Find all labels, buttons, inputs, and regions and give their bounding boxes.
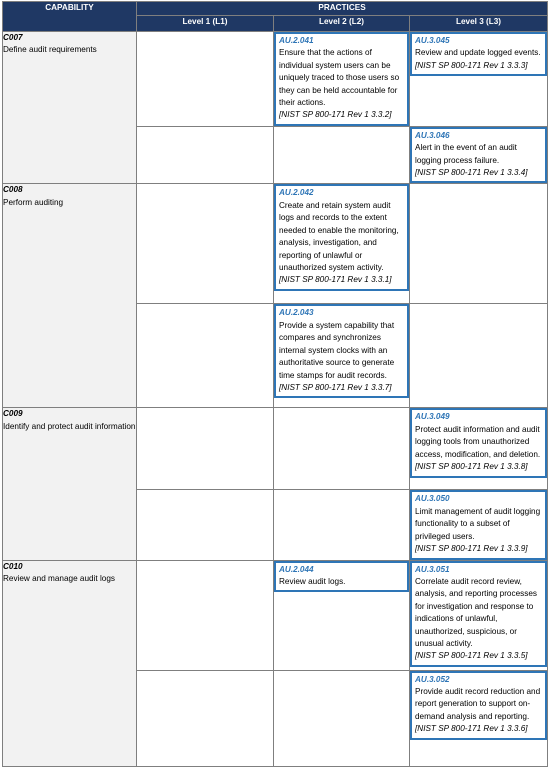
capability-name: Define audit requirements xyxy=(3,45,97,55)
level2-empty-cell xyxy=(274,126,410,184)
level3-practice-cell xyxy=(410,408,548,490)
level3-practice-cell xyxy=(410,560,548,670)
practice-box xyxy=(410,127,547,184)
practice-text: Review and update logged events. xyxy=(415,48,541,58)
practice-box xyxy=(274,561,409,593)
practice-id: AU.2.043 xyxy=(279,308,314,318)
capability-cell-c007 xyxy=(3,32,137,184)
capability-cell-c009 xyxy=(3,408,137,560)
level1-empty-cell xyxy=(137,32,274,127)
capability-id: C007 xyxy=(3,33,23,42)
practice-box xyxy=(274,184,409,290)
level2-practice-cell xyxy=(274,184,410,304)
capability-name: Perform auditing xyxy=(3,197,64,207)
practice-id: AU.3.051 xyxy=(415,564,450,574)
capability-name: Identify and protect audit information xyxy=(3,421,136,431)
practice-text: Protect audit information and audit logging tools from unauthorized access, modification, and deletion. xyxy=(415,424,541,459)
level2-header: Level 2 (L2) xyxy=(274,16,410,32)
level2-practice-cell xyxy=(274,304,410,408)
practice-box xyxy=(410,408,547,477)
capability-header: CAPABILITY xyxy=(3,2,137,32)
level3-practice-cell xyxy=(410,490,548,560)
practice-id: AU.3.049 xyxy=(415,412,450,422)
practice-reference: [NIST SP 800-171 Rev 1 3.3.5] xyxy=(415,651,528,661)
practice-reference: [NIST SP 800-171 Rev 1 3.3.3] xyxy=(415,60,528,70)
level2-empty-cell xyxy=(274,490,410,560)
level1-header: Level 1 (L1) xyxy=(137,16,274,32)
practice-id: AU.3.046 xyxy=(415,130,450,140)
practice-reference: [NIST SP 800-171 Rev 1 3.3.9] xyxy=(415,544,528,554)
capability-practices-table xyxy=(2,1,548,767)
level1-empty-cell xyxy=(137,408,274,490)
capability-cell-c008 xyxy=(3,184,137,408)
level1-empty-cell xyxy=(137,184,274,304)
practice-box xyxy=(274,32,409,126)
practice-reference: [NIST SP 800-171 Rev 1 3.3.4] xyxy=(415,168,528,178)
level3-empty-cell xyxy=(410,304,548,408)
practice-text: Provide a system capability that compares and synchronizes internal system clocks with an authoritative source to generate time stamps for audit records. xyxy=(279,320,395,380)
practice-id: AU.3.052 xyxy=(415,674,450,684)
practice-id: AU.2.042 xyxy=(279,188,314,198)
practice-box xyxy=(410,32,547,76)
practice-box xyxy=(410,671,547,740)
practice-box xyxy=(410,490,547,559)
level2-practice-cell xyxy=(274,32,410,127)
practice-reference: [NIST SP 800-171 Rev 1 3.3.8] xyxy=(415,462,528,472)
level1-empty-cell xyxy=(137,304,274,408)
practice-text: Review audit logs. xyxy=(279,576,346,586)
capability-id: C010 xyxy=(3,561,23,571)
level3-empty-cell xyxy=(410,184,548,304)
practice-text: Alert in the event of an audit logging process failure. xyxy=(415,143,517,165)
practice-text: Provide audit record reduction and report generation to support on-demand analysis and reporting. xyxy=(415,686,541,721)
practice-reference: [NIST SP 800-171 Rev 1 3.3.7] xyxy=(279,382,392,392)
capability-id: C008 xyxy=(3,185,23,195)
practice-text: Correlate audit record review, analysis, and reporting processes for investigation and response to indications of unlawful, unauthorized, suspicious, or unusual activity. xyxy=(415,576,537,648)
practice-reference: [NIST SP 800-171 Rev 1 3.3.1] xyxy=(279,275,392,285)
practice-reference: [NIST SP 800-171 Rev 1 3.3.2] xyxy=(279,110,392,120)
practice-text: Ensure that the actions of individual system users can be uniquely traced to those users so they can be held accountable for their actions. xyxy=(279,48,400,108)
level3-practice-cell xyxy=(410,126,548,184)
practice-id: AU.2.041 xyxy=(279,36,314,45)
practice-box xyxy=(410,561,547,667)
capability-id: C009 xyxy=(3,409,23,419)
practices-header: PRACTICES xyxy=(137,2,548,16)
level1-empty-cell xyxy=(137,126,274,184)
practice-id: AU.2.044 xyxy=(279,564,314,574)
practice-id: AU.3.050 xyxy=(415,494,450,504)
capability-name: Review and manage audit logs xyxy=(3,573,115,583)
level3-practice-cell xyxy=(410,32,548,127)
practice-text: Create and retain system audit logs and records to the extent needed to enable the monitoring, analysis, investigation, and reporting of unlawful or unauthorized system activity. xyxy=(279,200,399,272)
capability-cell-c010 xyxy=(3,560,137,766)
level3-header: Level 3 (L3) xyxy=(410,16,548,32)
level2-empty-cell xyxy=(274,408,410,490)
practice-text: Limit management of audit logging functionality to a subset of privileged users. xyxy=(415,506,541,541)
level2-empty-cell xyxy=(274,670,410,766)
level1-empty-cell xyxy=(137,670,274,766)
level1-empty-cell xyxy=(137,560,274,670)
practice-id: AU.3.045 xyxy=(415,36,450,45)
practice-box xyxy=(274,304,409,398)
practice-reference: [NIST SP 800-171 Rev 1 3.3.6] xyxy=(415,724,528,734)
level3-practice-cell xyxy=(410,670,548,766)
level1-empty-cell xyxy=(137,490,274,560)
level2-practice-cell xyxy=(274,560,410,670)
